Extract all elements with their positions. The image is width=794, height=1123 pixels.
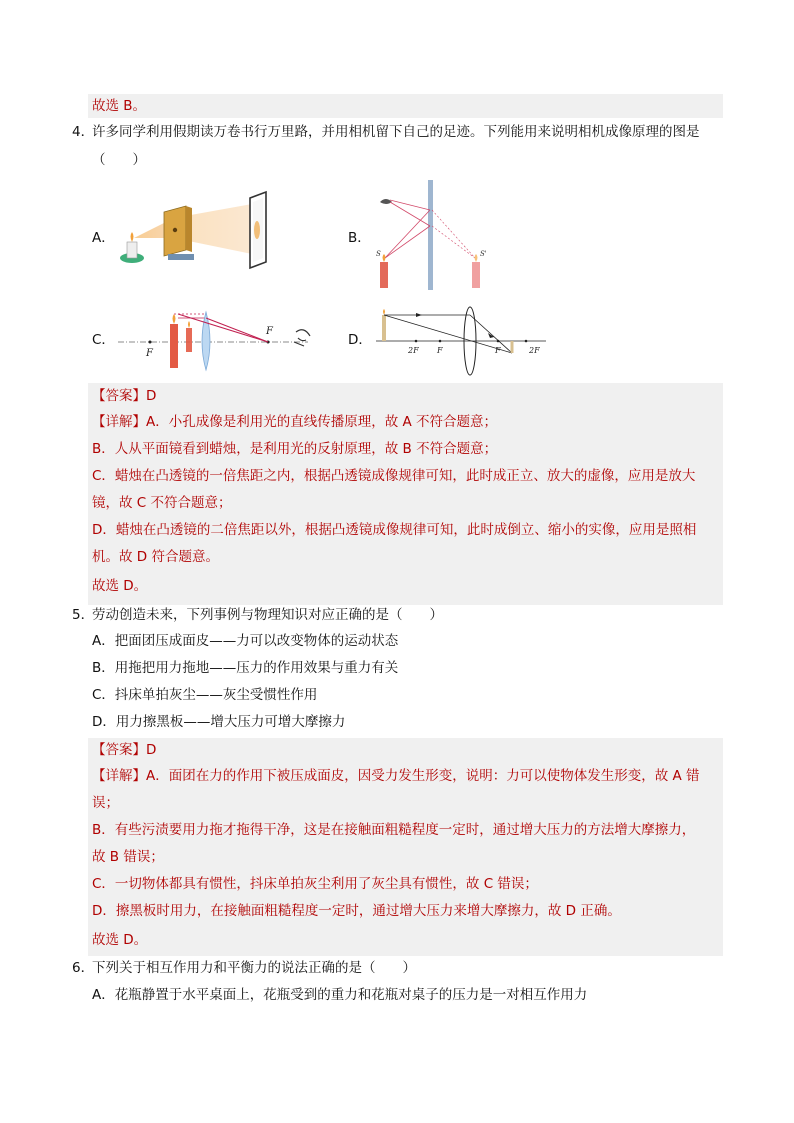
- label-2f-right: 2F: [529, 346, 540, 355]
- q4-option-b-label: B．: [348, 230, 371, 246]
- q5-detail-c: C．一切物体都具有惯性，抖床单拍灰尘利用了灰尘具有惯性，故 C 错误；: [92, 876, 538, 892]
- label-f-right-d: F: [495, 346, 501, 355]
- label-s-prime: S': [480, 250, 487, 258]
- q4-detail-c2: 镜，故 C 不符合题意；: [92, 495, 232, 511]
- q5-detail-d: D．擦黑板时用力，在接触面粗糙程度一定时，通过增大压力来增大摩擦力，故 D 正确。: [92, 903, 621, 919]
- q4-stem-line1: 许多同学利用假期读万卷书行万里路，并用相机留下自己的足迹。下列能用来说明相机成像原理的图是: [92, 124, 700, 140]
- prev-conclusion: 故选 B。: [92, 98, 147, 114]
- q4-detail-b: B．人从平面镜看到蜡烛，是利用光的反射原理，故 B 不符合题意；: [92, 441, 498, 457]
- q5-detail-b1: B．有些污渍要用力拖才拖得干净，这是在接触面粗糙程度一定时，通过增大压力的方法增大摩擦力，: [92, 822, 696, 838]
- q5-detail-b2: 故 B 错误；: [92, 849, 164, 865]
- label-f-left: F: [146, 348, 153, 359]
- q6-stem: 下列关于相互作用力和平衡力的说法正确的是（ ）: [92, 960, 416, 976]
- q5-option-d: D．用力擦黑板——增大压力可增大摩擦力: [92, 714, 346, 730]
- q4-option-a-label: A．: [92, 230, 115, 246]
- label-2f-left: 2F: [408, 346, 419, 355]
- q4-number: 4．: [72, 124, 95, 140]
- q4-option-d-label: D．: [348, 332, 372, 348]
- q4-detail-a: 【详解】A．小孔成像是利用光的直线传播原理，故 A 不符合题意；: [92, 414, 498, 430]
- q5-option-b: B．用拖把用力拖地——压力的作用效果与重力有关: [92, 660, 399, 676]
- label-f-right: F: [266, 326, 273, 337]
- q5-option-c: C．抖床单拍灰尘——灰尘受惯性作用: [92, 687, 318, 703]
- q6-option-a: A．花瓶静置于水平桌面上，花瓶受到的重力和花瓶对桌子的压力是一对相互作用力: [92, 987, 588, 1003]
- q4-detail-c1: C．蜡烛在凸透镜的一倍焦距之内，根据凸透镜成像规律可知，此时成正立、放大的虚像，应用是放大: [92, 468, 696, 484]
- label-f-left-d: F: [437, 346, 443, 355]
- q5-detail-a2: 误；: [92, 795, 119, 811]
- q5-answer: 【答案】D: [92, 742, 157, 758]
- q5-option-a: A．把面团压成面皮——力可以改变物体的运动状态: [92, 633, 399, 649]
- q4-conclusion: 故选 D。: [92, 578, 148, 594]
- figure-b-plane-mirror: [370, 180, 500, 292]
- q6-number: 6．: [72, 960, 95, 976]
- q5-number: 5．: [72, 607, 95, 623]
- prev-answer-block: [88, 94, 723, 118]
- q4-stem-line2: （ ）: [92, 152, 146, 168]
- q5-detail-a1: 【详解】A．面团在力的作用下被压成面皮，因受力发生形变，说明：力可以使物体发生形变，故 A 错: [92, 768, 700, 784]
- figure-c-magnifier: [118, 310, 323, 372]
- figure-d-camera: [376, 305, 548, 377]
- q4-option-c-label: C．: [92, 332, 115, 348]
- q4-detail-d1: D．蜡烛在凸透镜的二倍焦距以外，根据凸透镜成像规律可知，此时成倒立、缩小的实像，应用是照相: [92, 522, 697, 538]
- q4-answer: 【答案】D: [92, 388, 157, 404]
- q4-detail-d2: 机。故 D 符合题意。: [92, 549, 219, 565]
- figure-a-pinhole: [112, 190, 272, 270]
- q5-conclusion: 故选 D。: [92, 932, 148, 948]
- q5-stem: 劳动创造未来，下列事例与物理知识对应正确的是（ ）: [92, 607, 443, 623]
- label-s: S: [376, 250, 381, 258]
